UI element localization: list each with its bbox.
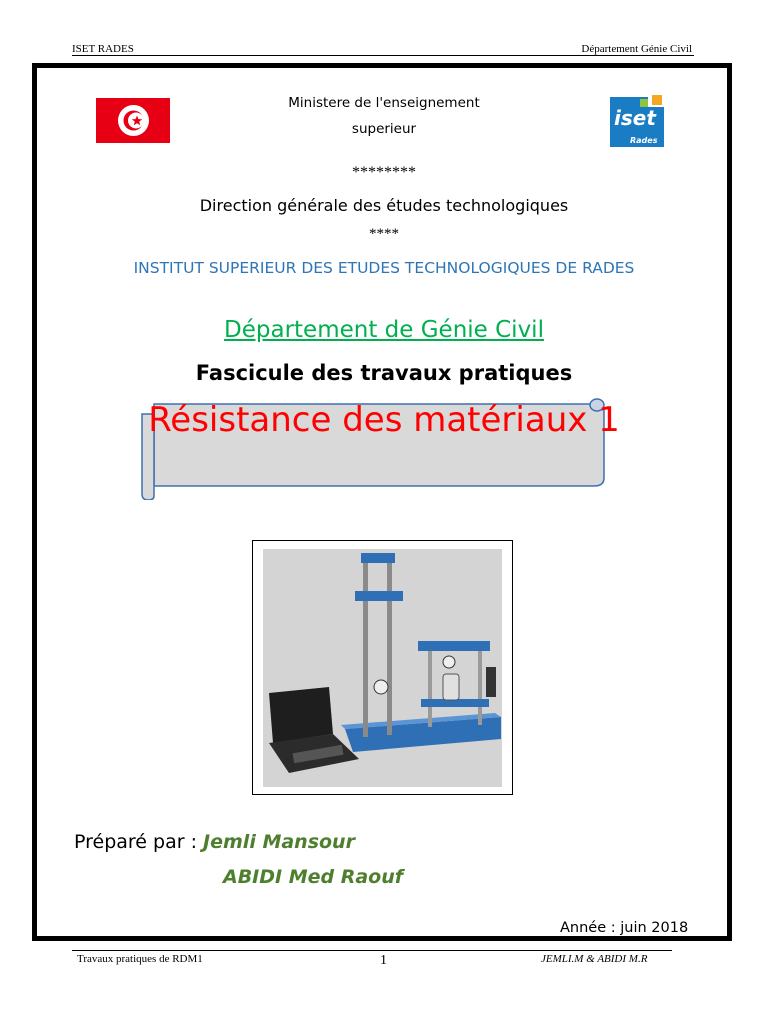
institute-name: INSTITUT SUPERIEUR DES ETUDES TECHNOLOGIQUES DE RADES	[133, 259, 635, 277]
header-right: Département Génie Civil	[581, 43, 692, 55]
page-border	[32, 63, 732, 941]
prepared-by-label: Préparé par	[74, 831, 185, 853]
header-divider	[72, 55, 694, 56]
apparatus-photo	[263, 549, 502, 787]
year-text: Année : juin 2018	[560, 920, 689, 936]
course-title: Résistance des matériaux 1	[148, 400, 620, 440]
logo-subtext: Rades	[630, 136, 658, 145]
department-title: Département de Génie Civil	[224, 317, 544, 343]
footer-right: JEMLI.M & ABIDI M.R	[541, 953, 648, 965]
stars-separator-1: ********	[352, 164, 416, 181]
ministry-line-1: Ministere de l'enseignement	[288, 95, 480, 111]
ministry-line-2: superieur	[351, 121, 417, 137]
footer-divider	[72, 950, 672, 951]
footer-left: Travaux pratiques de RDM1	[77, 953, 203, 965]
footer-page-number: 1	[380, 953, 387, 968]
direction-title: Direction générale des études technologiques	[199, 196, 569, 215]
fascicule-title: Fascicule des travaux pratiques	[195, 361, 573, 385]
author-1: Jemli Mansour	[203, 831, 355, 853]
apparatus-photo-frame	[252, 540, 513, 795]
prepared-by-colon: :	[184, 831, 204, 853]
logo-text: iset	[614, 106, 656, 130]
header-left: ISET RADES	[72, 43, 134, 55]
prepared-by	[74, 831, 355, 853]
author-2: ABIDI Med Raouf	[223, 866, 404, 888]
stars-separator-2: ****	[369, 226, 399, 242]
